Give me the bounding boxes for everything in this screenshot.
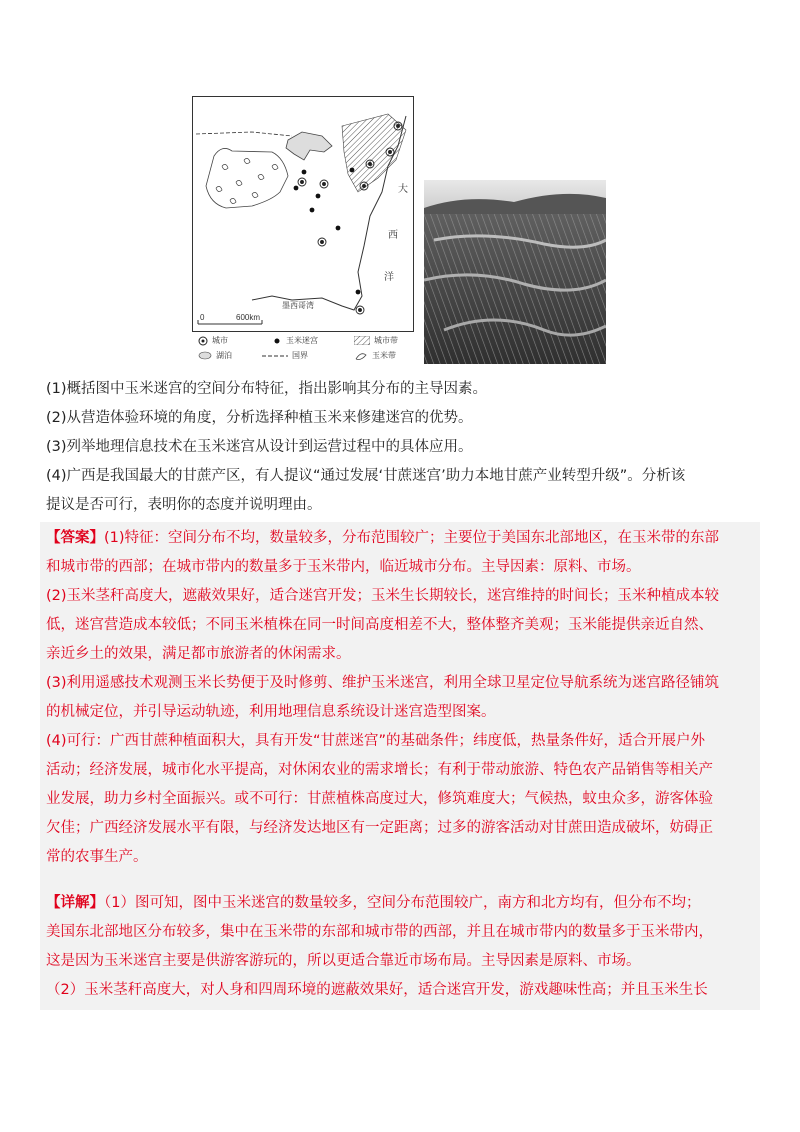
map-legend (192, 332, 424, 364)
detail-line-2: 美国东北部地区分布较多，集中在玉米带的东部和城市带的西部，并且在城市带内的数量多于玉米带内， (46, 924, 713, 940)
answer-line-4: 低，迷宫营造成本较低；不同玉米植株在同一时间高度相差不大，整体整齐美观；玉米能提供亲近自然、 (46, 617, 713, 633)
question-3: (3)列举地理信息技术在玉米迷宫从设计到运营过程中的具体应用。 (46, 439, 473, 455)
detail-line-3: 这是因为玉米迷宫主要是供游客游玩的，所以更适合靠近市场布局。主导因素是原料、市场。 (46, 953, 641, 969)
legend-border: 国界 (262, 350, 308, 361)
figure (192, 96, 606, 364)
border-line-icon (262, 353, 288, 359)
ocean-label-3: 洋 (384, 272, 394, 283)
gulf-label: 墨西哥湾 (282, 301, 314, 310)
answer-line-10: 业发展，助力乡村全面振兴。或不可行：甘蔗植株高度过大，修筑难度大；气候热，蚊虫众多，游客体验 (46, 791, 713, 807)
question-4: (4)广西是我国最大的甘蔗产区，有人提议“通过发展‘甘蔗迷宫’助力本地甘蔗产业转型升级”。分析该 (46, 468, 686, 484)
detail-line-1: 【详解】（1）图可知，图中玉米迷宫的数量较多，空间分布范围较广，南方和北方均有，但分布不均； (46, 895, 701, 911)
question-4-cont: 提议是否可行，表明你的态度并说明理由。 (46, 497, 322, 513)
question-1: (1)概括图中玉米迷宫的空间分布特征，指出影响其分布的主导因素。 (46, 381, 488, 397)
answer-line-12: 常的农事生产。 (46, 849, 148, 865)
detail-tag: 【详解】 (46, 895, 104, 911)
answer-line-2: 和城市带的西部；在城市带内的数量多于玉米带内，临近城市分布。主导因素：原料、市场。 (46, 559, 641, 575)
question-2: (2)从营造体验环境的角度，分析选择种植玉米来修建迷宫的优势。 (46, 410, 473, 426)
answer-line-3: (2)玉米茎秆高度大，遮蔽效果好，适合迷宫开发；玉米生长期较长，迷宫维持的时间长；玉米种植成本较 (46, 588, 720, 604)
answer-line-6: (3)利用遥感技术观测玉米长势便于及时修剪、维护玉米迷宫，利用全球卫星定位导航系统为迷宫路径铺筑 (46, 675, 720, 691)
answer-line-11: 欠佳；广西经济发展水平有限，与经济发达地区有一定距离；过多的游客活动对甘蔗田造成破坏，妨碍正 (46, 820, 713, 836)
answer-tag: 【答案】 (46, 530, 104, 546)
answer-line-8: (4)可行：广西甘蔗种植面积大，具有开发“甘蔗迷宫”的基础条件；纬度低，热量条件好，适合开展户外 (46, 733, 706, 749)
corn-maze-photo (424, 180, 606, 364)
legend-city: 城市 (198, 335, 228, 346)
answer-line-1: 【答案】(1)特征：空间分布不均，数量较多，分布范围较广；主要位于美国东北部地区，在玉米带的东部 (46, 530, 720, 546)
legend-lake: 湖泊 (198, 350, 232, 361)
legend-city-belt: 城市带 (354, 335, 398, 346)
ocean-label-2: 西 (388, 230, 398, 241)
corn-leaf-icon (354, 351, 368, 361)
maze-dot-icon (272, 336, 282, 346)
detail-line-4: （2）玉米茎秆高度大，对人身和四周环境的遮蔽效果好，适合迷宫开发，游戏趣味性高；并且玉米生长 (46, 982, 708, 998)
answer-line-7: 的机械定位，并引导运动轨迹，利用地理信息系统设计迷宫造型图案。 (46, 704, 496, 720)
ocean-label-1: 大 (398, 184, 408, 195)
scale-distance: 600km (236, 313, 261, 322)
city-icon (198, 336, 208, 346)
hatch-icon (354, 336, 370, 345)
scale-zero: 0 (200, 313, 205, 322)
lake-icon (198, 351, 212, 360)
legend-maze: 玉米迷宫 (272, 335, 318, 346)
answer-line-5: 亲近乡土的效果，满足都市旅游者的休闲需求。 (46, 646, 351, 662)
answer-line-9: 活动；经济发展，城市化水平提高，对休闲农业的需求增长；有利于带动旅游、特色农产品销售等相关产 (46, 762, 713, 778)
legend-corn-belt: 玉米带 (354, 350, 396, 361)
us-map (192, 96, 414, 332)
